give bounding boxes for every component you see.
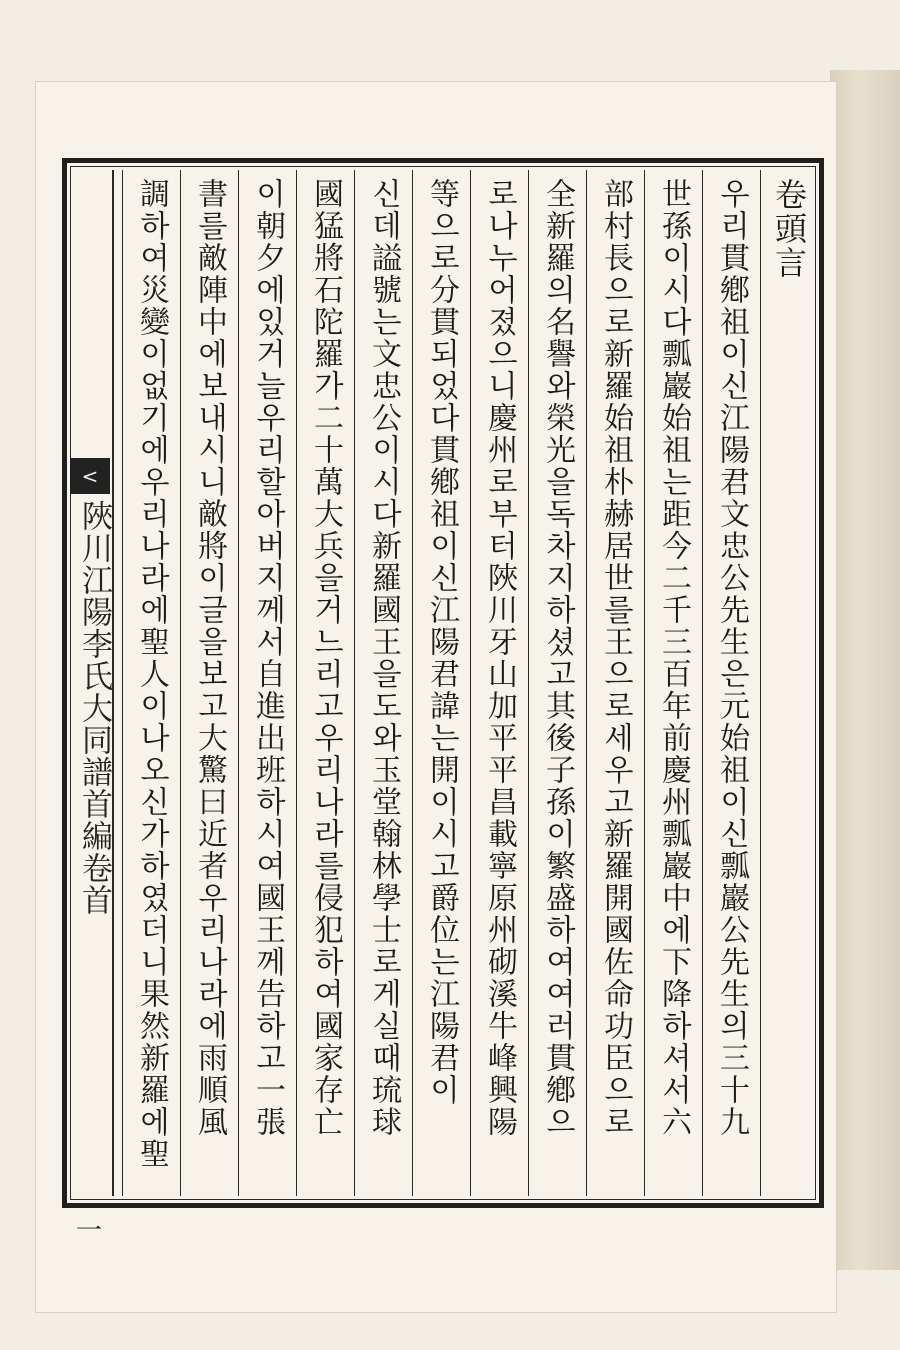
text-column xyxy=(238,170,296,1196)
column-text: 世孫이시다瓢巖始祖는距今二千三百年前慶州瓢巖中에下降하셔서六 xyxy=(656,178,691,1138)
column-text: 調하여災變이없기에우리나라에聖人이나오신가하였더니果然新羅에聖 xyxy=(134,178,169,1170)
text-column xyxy=(180,170,238,1196)
text-column xyxy=(470,170,528,1196)
column-text: 等으로分貫되었다貫鄕祖이신江陽君諱는開이시고爵位는江陽君이 xyxy=(424,178,459,1106)
gutter-fishtail-mark: < xyxy=(70,458,110,494)
text-column xyxy=(644,170,702,1196)
column-text: 로나누어졌으니慶州로부터陜川牙山加平平昌載寧原州砌溪牛峰興陽 xyxy=(482,178,517,1138)
text-column-heading xyxy=(760,170,818,1196)
text-column xyxy=(412,170,470,1196)
column-text: 國猛將石陀羅가二十萬大兵을거느리고우리나라를侵犯하여國家存亡 xyxy=(308,178,343,1138)
text-column xyxy=(354,170,412,1196)
text-column xyxy=(528,170,586,1196)
page-number: 一 xyxy=(76,1216,103,1246)
column-text: 신데謚號는文忠公이시다新羅國王을도와玉堂翰林學士로게실때琉球 xyxy=(366,178,401,1138)
book-volume-text: 卷首 xyxy=(76,852,112,916)
column-text: 이朝夕에있거늘우리할아버지께서自進出班하시여國王께告하고一張 xyxy=(250,178,285,1138)
text-column xyxy=(702,170,760,1196)
column-text: 書를敵陣中에보내시니敵將이글을보고大驚曰近者우리나라에雨順風 xyxy=(192,178,227,1138)
section-heading: 卷頭言 xyxy=(770,178,808,280)
book-title xyxy=(72,500,117,916)
column-text: 우리貫鄕祖이신江陽君文忠公先生은元始祖이신瓢巖公先生의三十九 xyxy=(714,178,749,1138)
adjacent-page-edge xyxy=(830,70,900,1270)
text-column xyxy=(296,170,354,1196)
column-text: 部村長으로新羅始祖朴赫居世를王으로세우고新羅開國佐命功臣으로 xyxy=(598,178,633,1138)
text-column xyxy=(586,170,644,1196)
column-text: 全新羅의名譽와榮光을독차지하셨고其後子孫이繁盛하여여러貫鄕으 xyxy=(540,178,575,1138)
text-column xyxy=(122,170,180,1196)
page-gutter xyxy=(70,170,114,1246)
book-title-text: 陜川江陽李氏大同譜首編 xyxy=(76,500,112,852)
